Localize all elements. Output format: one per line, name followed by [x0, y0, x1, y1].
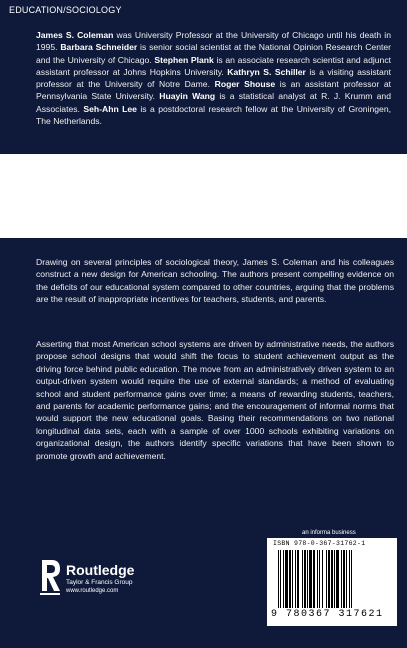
barcode-digits: 9 780367 317621 [271, 609, 384, 620]
publisher-name: Routledge [66, 562, 135, 578]
barcode-bar [302, 550, 303, 608]
barcode-bar [319, 550, 320, 608]
category-label: EDUCATION/SOCIOLOGY [9, 5, 122, 15]
description-paragraph-2: Asserting that most American school systems are driven by administrative needs, the authors propose school designs that would shift the focus to student achievement output as the driving force behind public education. The move from an administratively driven system to an output-driven system would require the use of external standards; a method of evaluating school and student performance gains over time; a means of rewarding students, teachers, and parents for academic performance gains; and the encouragement of informal norms that would support the new educational goals. Basing their recommendations on two national longitudinal data sets, each with a sample of over 1000 schools exhibiting variations on organizational design, the authors identify specific variations that have been shown to promote growth and achievement. [36, 339, 394, 461]
author-bio-text: is a visiting assistant professor at the University of Notre Dame. [36, 66, 391, 90]
informa-tagline: an informa business [302, 530, 356, 536]
bottom-panel [0, 238, 407, 648]
barcode-bar [283, 550, 284, 608]
barcode-bar [351, 550, 352, 608]
author-bio-text: is senior social scientist at the National Opinion Research Center and the University of Chicago. [36, 42, 391, 65]
barcode-bar [304, 550, 306, 608]
barcode-bar [280, 550, 281, 608]
author-name: James S. Coleman [36, 30, 114, 40]
barcode-bar [341, 550, 342, 608]
author-bio [36, 29, 391, 127]
author-bio-text: is a postdoctoral research fellow at the University of Groningen, The Netherlands. [36, 103, 391, 127]
author-bio-text: is a statistical analyst at R. J. Krumm and Associates. [36, 91, 391, 114]
barcode-bar [309, 550, 312, 608]
barcode-bar [326, 550, 327, 608]
barcode-bar [322, 550, 323, 608]
publisher-url: www.routledge.com [66, 588, 119, 594]
barcode-bar [307, 550, 308, 608]
barcode-bars [276, 550, 388, 608]
author-bio-text: is an associate research scientist and adjunct assistant professor at Johns Hopkins University. [36, 54, 392, 77]
author-bio-text: is an assistant professor at Pennsylvania State University. [36, 79, 391, 102]
author-name: Roger Shouse [214, 79, 276, 90]
author-name: Stephen Plank [154, 54, 214, 65]
author-name: Kathryn S. Schiller [227, 66, 306, 77]
barcode-bar [278, 550, 279, 608]
barcode-bar [289, 550, 291, 608]
barcode-bar [317, 550, 318, 608]
barcode-bar [292, 550, 293, 608]
top-panel [0, 0, 407, 154]
barcode-bar [285, 550, 288, 608]
barcode-bar [349, 550, 350, 608]
barcode-bar [334, 550, 335, 608]
barcode-bar [297, 550, 299, 608]
barcode-bar [328, 550, 330, 608]
barcode-bar [343, 550, 345, 608]
barcode-bar [295, 550, 296, 608]
white-band [0, 154, 407, 238]
barcode-bar [313, 550, 315, 608]
barcode-bar [331, 550, 333, 608]
barcode-bar [336, 550, 339, 608]
isbn-label: ISBN 978-0-367-31762-1 [273, 540, 366, 547]
author-bio-text: was University Professor at the University of Chicago until his death in 1995. [36, 30, 391, 53]
author-name: Huayin Wang [159, 91, 216, 102]
publisher-group: Taylor & Francis Group [66, 579, 133, 586]
description-paragraph-1: Drawing on several principles of sociological theory, James S. Coleman and his colleagues construct a new design for American schooling. The authors present compelling evidence on the deficits of our educational system compared to other countries, arguing that the problems are the result of inappropriate incentives for teachers, students, and parents. [36, 257, 394, 305]
barcode-bar [346, 550, 347, 608]
isbn-barcode [267, 538, 397, 626]
author-name: Barbara Schneider [60, 42, 138, 53]
routledge-logo-icon [38, 558, 62, 598]
author-name: Seh-Ahn Lee [83, 103, 137, 114]
